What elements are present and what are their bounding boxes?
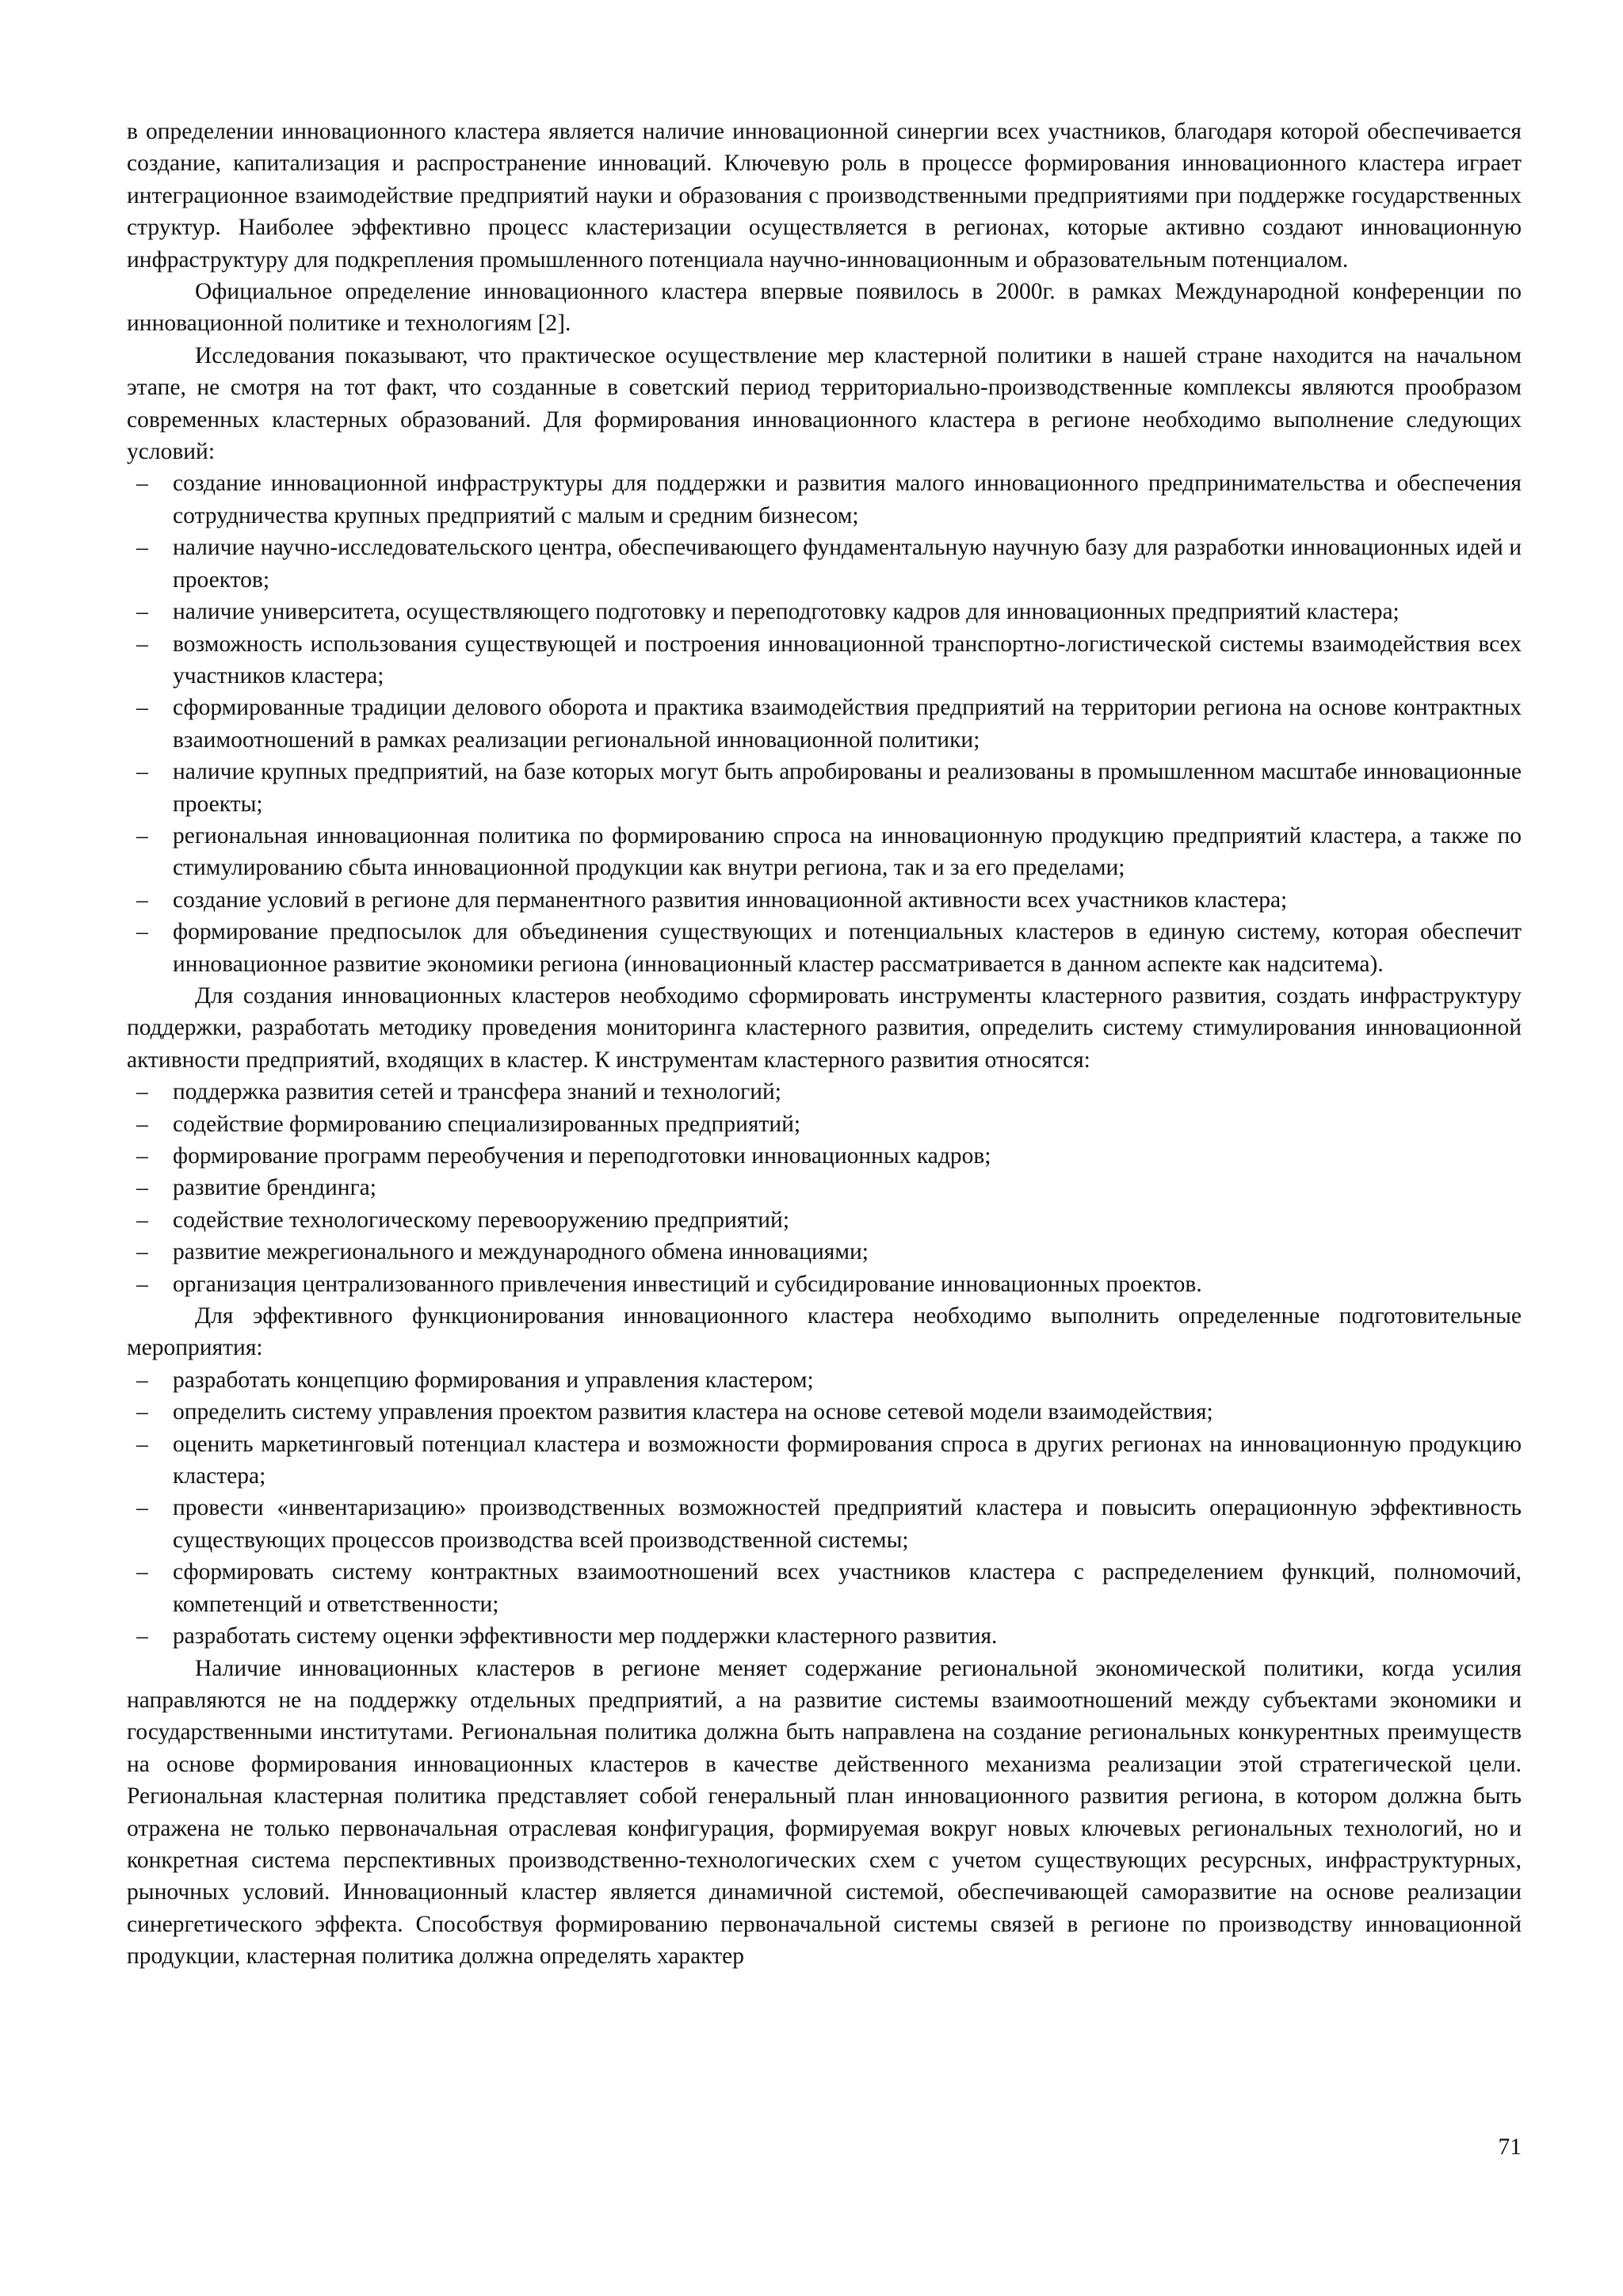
paragraph-research: Исследования показывают, что практическое осуществление мер кластерной политики в нашей стране находится на начальном этапе, не смотря на тот факт, что созданные в советский период территориально-производственные комплексы являются прообразом современных кластерных образований. Для формирования инновационного кластера в регионе необходимо выполнение следующих условий:: [127, 342, 1522, 465]
paragraph-intro-continuation: в определении инновационного кластера является наличие инновационной синергии всех участников, благодаря которой обеспечивается создание, капитализация и распространение инноваций. Ключевую роль в процессе формирования инновационного кластера играет интеграционное взаимодействие предприятий науки и образования с производственными предприятиями при поддержке государственных структур. Наиболее эффективно процесс кластеризации осуществляется в регионах, которые активно создают инновационную инфраструктуру для подкрепления промышленного потенциала научно-инновационным и образовательным потенциалом.: [127, 119, 1522, 273]
paragraph-official-definition: Официальное определение инновационного кластера впервые появилось в 2000г. в рамках Международной конференции по инновационной политике и технологиям [2].: [127, 279, 1522, 337]
list-item: – наличие крупных предприятий, на базе которых могут быть апробированы и реализованы в промышленном масштабе инновационные проекты;: [173, 756, 1522, 820]
list-item: – оценить маркетинговый потенциал кластера и возможности формирования спроса в других регионах на инновационную продукцию кластера;: [173, 1428, 1522, 1493]
list-item: – развитие межрегионального и международного обмена инновациями;: [173, 1236, 1522, 1268]
list-item: – провести «инвентаризацию» производственных возможностей предприятий кластера и повысить операционную эффективность существующих процессов производства всей производственной системы;: [173, 1492, 1522, 1556]
list-item: – наличие научно-исследовательского центра, обеспечивающего фундаментальную научную базу для разработки инновационных идей и проектов;: [173, 532, 1522, 596]
list-item: – содействие формированию специализированных предприятий;: [173, 1108, 1522, 1140]
list-item: – определить систему управления проектом развития кластера на основе сетевой модели взаимодействия;: [173, 1396, 1522, 1428]
list-item: – создание условий в регионе для перманентного развития инновационной активности всех участников кластера;: [173, 884, 1522, 916]
list-item: – наличие университета, осуществляющего подготовку и переподготовку кадров для инновационных предприятий кластера;: [173, 596, 1522, 627]
list-item: – формирование программ переобучения и переподготовки инновационных кадров;: [173, 1140, 1522, 1172]
page-number: 71: [1498, 2134, 1522, 2160]
list-item: – разработать систему оценки эффективности мер поддержки кластерного развития.: [173, 1620, 1522, 1652]
list-item: – формирование предпосылок для объединения существующих и потенциальных кластеров в единую систему, которая обеспечит инновационное развитие экономики региона (инновационный кластер рассматривается в данном аспекте как надситема).: [173, 916, 1522, 980]
list-item: – возможность использования существующей и построения инновационной транспортно-логистической системы взаимодействия всех участников кластера;: [173, 628, 1522, 692]
paragraph-instruments: Для создания инновационных кластеров необходимо сформировать инструменты кластерного развития, создать инфраструктуру поддержки, разработать методику проведения мониторинга кластерного развития, определить систему стимулирования инновационной активности предприятий, входящих в кластер. К инструментам кластерного развития относятся:: [127, 982, 1522, 1073]
list-item: – сформировать систему контрактных взаимоотношений всех участников кластера с распределением функций, полномочий, компетенций и ответственности;: [173, 1556, 1522, 1620]
list-item: – сформированные традиции делового оборота и практика взаимодействия предприятий на территории региона на основе контрактных взаимоотношений в рамках реализации региональной инновационной политики;: [173, 692, 1522, 756]
list-item: – региональная инновационная политика по формированию спроса на инновационную продукцию предприятий кластера, а также по стимулированию сбыта инновационной продукции как внутри региона, так и за его пределами;: [173, 820, 1522, 884]
list-item: – организация централизованного привлечения инвестиций и субсидирование инновационных проектов.: [173, 1268, 1522, 1300]
paragraph-measures: Для эффективного функционирования инновационного кластера необходимо выполнить определенные подготовительные мероприятия:: [127, 1303, 1522, 1361]
list-item: – создание инновационной инфраструктуры для поддержки и развития малого инновационного предпринимательства и обеспечения сотрудничества крупных предприятий с малым и средним бизнесом;: [173, 467, 1522, 532]
measures-list: [127, 1364, 1522, 1653]
list-item: – разработать концепцию формирования и управления кластером;: [173, 1364, 1522, 1396]
conditions-list: [127, 467, 1522, 980]
list-item: – развитие брендинга;: [173, 1172, 1522, 1203]
paragraph-regional-policy: Наличие инновационных кластеров в регионе меняет содержание региональной экономической политики, когда усилия направляются не на поддержку отдельных предприятий, а на развитие системы взаимоотношений между субъектами экономики и государственными институтами. Региональная политика должна быть направлена на создание региональных конкурентных преимуществ на основе формирования инновационных кластеров в качестве действенного механизма реализации этой стратегической цели. Региональная кластерная политика представляет собой генеральный план инновационного развития региона, в котором должна быть отражена не только первоначальная отраслевая конфигурация, формируемая вокруг новых ключевых региональных технологий, но и конкретная система перспективных производственно-технологических схем с учетом существующих ресурсных, инфраструктурных, рыночных условий. Инновационный кластер является динамичной системой, обеспечивающей саморазвитие на основе реализации синергетического эффекта. Способствуя формированию первоначальной системы связей в регионе по производству инновационной продукции, кластерная политика должна определять характер: [127, 1655, 1522, 1970]
list-item: – поддержка развития сетей и трансфера знаний и технологий;: [173, 1076, 1522, 1108]
document-body: [127, 116, 1522, 1973]
list-item: – содействие технологическому перевооружению предприятий;: [173, 1204, 1522, 1236]
instruments-list: [127, 1076, 1522, 1300]
